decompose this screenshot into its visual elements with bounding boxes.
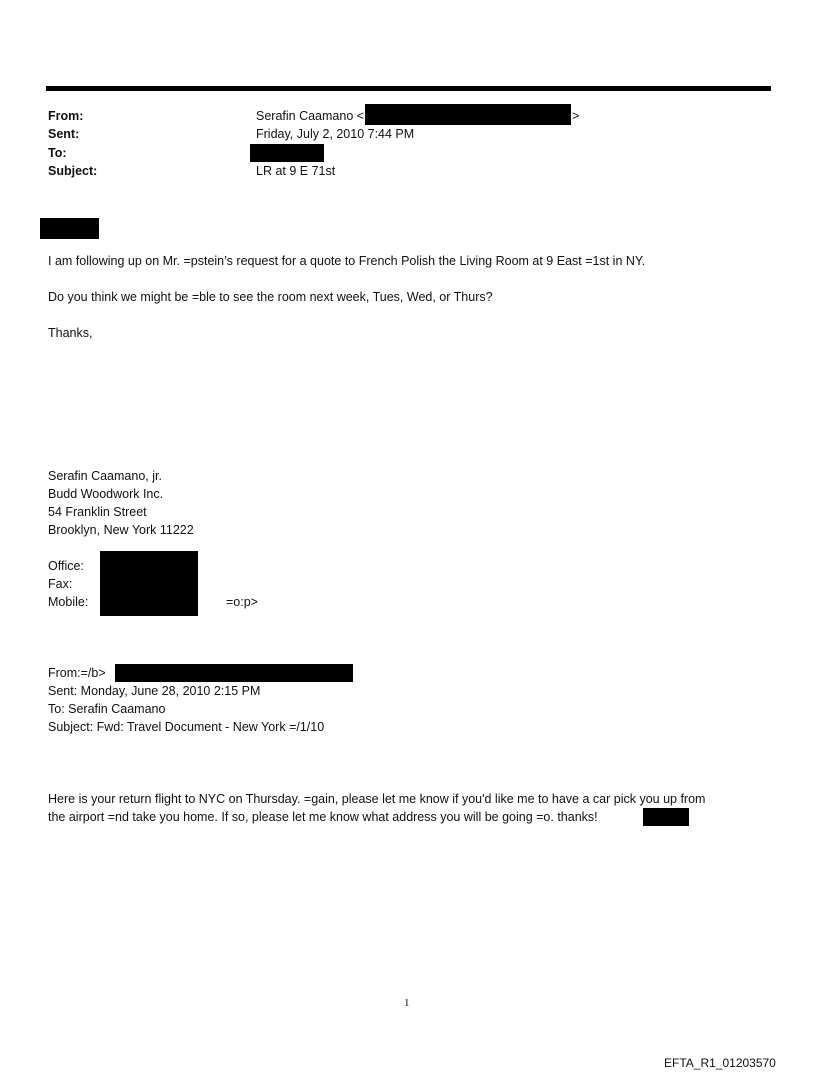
quoted-subject: Subject: Fwd: Travel Document - New York =/1/10: [48, 720, 325, 734]
signature-street: 54 Franklin Street: [48, 505, 147, 519]
header-rule: [46, 86, 771, 91]
from-label: From:: [48, 109, 84, 123]
quoted-from: From:=/b>: [48, 666, 106, 680]
subject-value: LR at 9 E 71st: [256, 164, 336, 178]
from-value: [256, 108, 364, 124]
from-open-bracket: <: [356, 109, 365, 123]
signature-city: Brooklyn, New York 11222: [48, 523, 194, 537]
signature-company: Budd Woodwork Inc.: [48, 487, 164, 501]
office-label: Office:: [48, 559, 84, 573]
sent-label: Sent:: [48, 127, 80, 141]
quoted-to: To: Serafin Caamano: [48, 702, 166, 716]
document-id: EFTA_R1_01203570: [664, 1056, 776, 1070]
subject-label: Subject:: [48, 164, 98, 178]
signature-trail: =o:p>: [226, 595, 258, 609]
redaction-quoted-signoff: [643, 808, 689, 826]
sent-value: Friday, July 2, 2010 7:44 PM: [256, 127, 415, 141]
body-paragraph-3: Thanks,: [48, 326, 93, 340]
body-paragraph-2: Do you think we might be =ble to see the room next week, Tues, Wed, or Thurs?: [48, 290, 493, 304]
from-name: Serafin Caamano: [256, 109, 354, 123]
quoted-body-line-1: Here is your return flight to NYC on Thursday. =gain, please let me know if you'd like me to have a car pick you up from: [48, 792, 706, 806]
redaction-salutation: [40, 218, 99, 239]
redaction-from-email: [365, 104, 571, 125]
page-number: 1: [404, 997, 410, 1009]
body-paragraph-1: I am following up on Mr. =pstein’s request for a quote to French Polish the Living Room at 9 East =1st in NY.: [48, 254, 646, 268]
to-label: To:: [48, 146, 67, 160]
quoted-body-line-2: the airport =nd take you home. If so, please let me know what address you will be going =o. thanks!: [48, 810, 598, 824]
redaction-to: [250, 144, 324, 162]
redaction-quoted-from: [115, 664, 353, 682]
signature-name: Serafin Caamano, jr.: [48, 469, 162, 483]
mobile-label: Mobile:: [48, 595, 89, 609]
redaction-phone-numbers: [100, 551, 198, 616]
quoted-sent: Sent: Monday, June 28, 2010 2:15 PM: [48, 684, 261, 698]
from-close-bracket: >: [572, 109, 580, 123]
fax-label: Fax:: [48, 577, 73, 591]
